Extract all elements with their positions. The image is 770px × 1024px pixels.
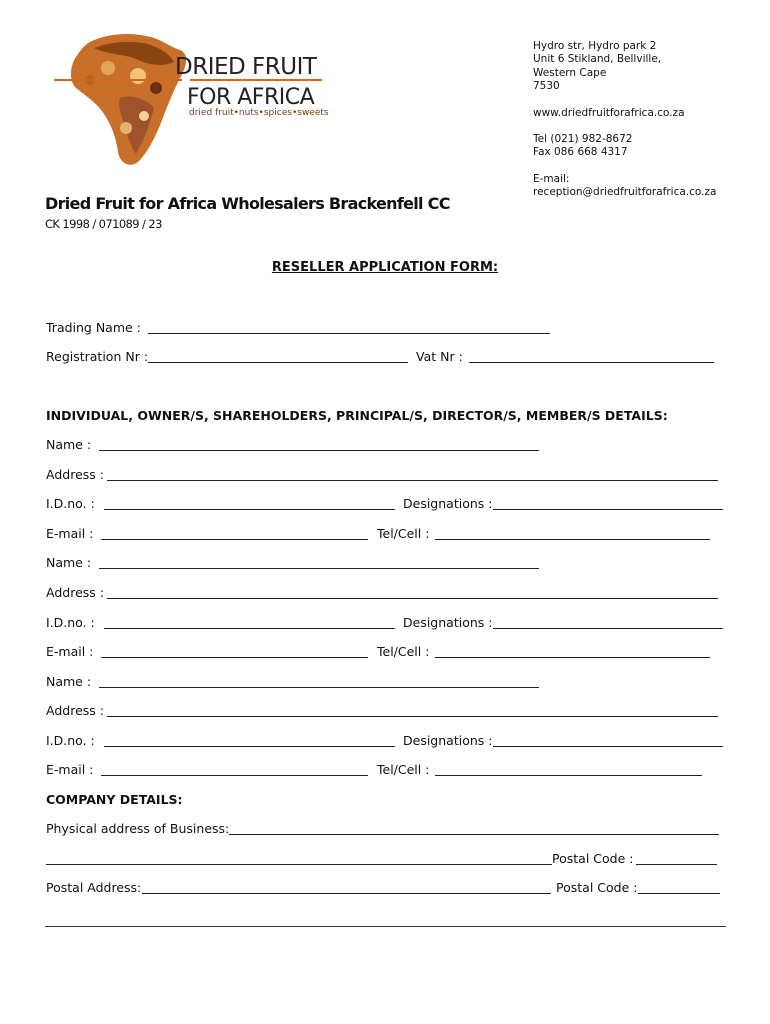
person-3-email-field[interactable]: [101, 775, 368, 776]
person-2-address-field[interactable]: [107, 598, 718, 599]
designations-label: Designations :: [403, 733, 493, 748]
registration-field[interactable]: [148, 362, 408, 363]
brand-title-line1: DRIED FRUIT: [175, 54, 317, 80]
person-3-address-field[interactable]: [107, 716, 718, 717]
company-name: Dried Fruit for Africa Wholesalers Brackenfell CC: [45, 194, 450, 213]
brand-tagline: dried fruit•nuts•spices•sweets: [189, 108, 329, 118]
id-label: I.D.no. :: [46, 733, 95, 748]
person-3-telcell-field[interactable]: [435, 775, 702, 776]
postal-code-label-2: Postal Code :: [556, 880, 638, 895]
postal-address-field[interactable]: [142, 893, 551, 894]
physical-address-field[interactable]: [229, 834, 719, 835]
person-2-id-field[interactable]: [104, 628, 395, 629]
trading-name-field[interactable]: [148, 333, 550, 334]
person-1-designations-field[interactable]: [493, 509, 723, 510]
telephone: Tel (021) 982-8672: [533, 133, 633, 146]
telcell-label: Tel/Cell :: [377, 644, 430, 659]
vat-label: Vat Nr :: [416, 349, 463, 364]
email-link[interactable]: reception@driedfruitforafrica.co.za: [533, 186, 717, 199]
designations-label: Designations :: [403, 615, 493, 630]
email-label: E-mail :: [46, 526, 94, 541]
contact-block: [533, 40, 716, 200]
person-1-name-field[interactable]: [99, 450, 539, 451]
telcell-label: Tel/Cell :: [377, 526, 430, 541]
email-label: E-mail :: [46, 644, 94, 659]
person-2-telcell-field[interactable]: [435, 657, 710, 658]
person-2-designations-field[interactable]: [493, 628, 723, 629]
website-link[interactable]: www.driedfruitforafrica.co.za: [533, 106, 685, 119]
address-postcode: 7530: [533, 80, 560, 93]
trading-name-label: Trading Name :: [46, 320, 141, 335]
bottom-divider: [45, 926, 726, 927]
person-1-email-field[interactable]: [101, 539, 368, 540]
address-label: Address :: [46, 585, 104, 600]
postal-code-field-2[interactable]: [638, 893, 720, 894]
fax: Fax 086 668 4317: [533, 146, 628, 159]
person-1-address-field[interactable]: [107, 480, 718, 481]
name-label: Name :: [46, 555, 92, 570]
postal-address-label: Postal Address:: [46, 880, 142, 895]
person-1-telcell-field[interactable]: [435, 539, 710, 540]
brand-title-line2: FOR AFRICA: [187, 85, 315, 110]
designations-label: Designations :: [403, 496, 493, 511]
person-2-name-field[interactable]: [99, 568, 539, 569]
postal-code-label-1: Postal Code :: [552, 851, 634, 866]
registration-label: Registration Nr :: [46, 349, 149, 364]
physical-address-label: Physical address of Business:: [46, 821, 230, 836]
vat-field[interactable]: [469, 362, 714, 363]
person-3-name-field[interactable]: [99, 687, 539, 688]
name-label: Name :: [46, 437, 92, 452]
company-details-heading: COMPANY DETAILS:: [46, 792, 183, 807]
person-3-designations-field[interactable]: [493, 746, 723, 747]
company-registration: CK 1998 / 071089 / 23: [45, 217, 162, 231]
name-label: Name :: [46, 674, 92, 689]
individuals-heading: INDIVIDUAL, OWNER/S, SHAREHOLDERS, PRINCIPAL/S, DIRECTOR/S, MEMBER/S DETAILS:: [46, 408, 668, 423]
person-2-email-field[interactable]: [101, 657, 368, 658]
person-1-id-field[interactable]: [104, 509, 395, 510]
address-line-1: Hydro str, Hydro park 2: [533, 40, 657, 52]
address-label: Address :: [46, 703, 104, 718]
address-line-2: Unit 6 Stikland, Bellville,: [533, 53, 662, 66]
id-label: I.D.no. :: [46, 496, 95, 511]
id-label: I.D.no. :: [46, 615, 95, 630]
physical-address-field-2[interactable]: [46, 864, 552, 865]
telcell-label: Tel/Cell :: [377, 762, 430, 777]
address-line-3: Western Cape: [533, 66, 607, 79]
form-title: RESELLER APPLICATION FORM:: [271, 260, 499, 275]
email-label: E-mail :: [46, 762, 94, 777]
email-label: E-mail:: [533, 172, 570, 185]
address-label: Address :: [46, 467, 104, 482]
postal-code-field-1[interactable]: [636, 864, 717, 865]
person-3-id-field[interactable]: [104, 746, 395, 747]
